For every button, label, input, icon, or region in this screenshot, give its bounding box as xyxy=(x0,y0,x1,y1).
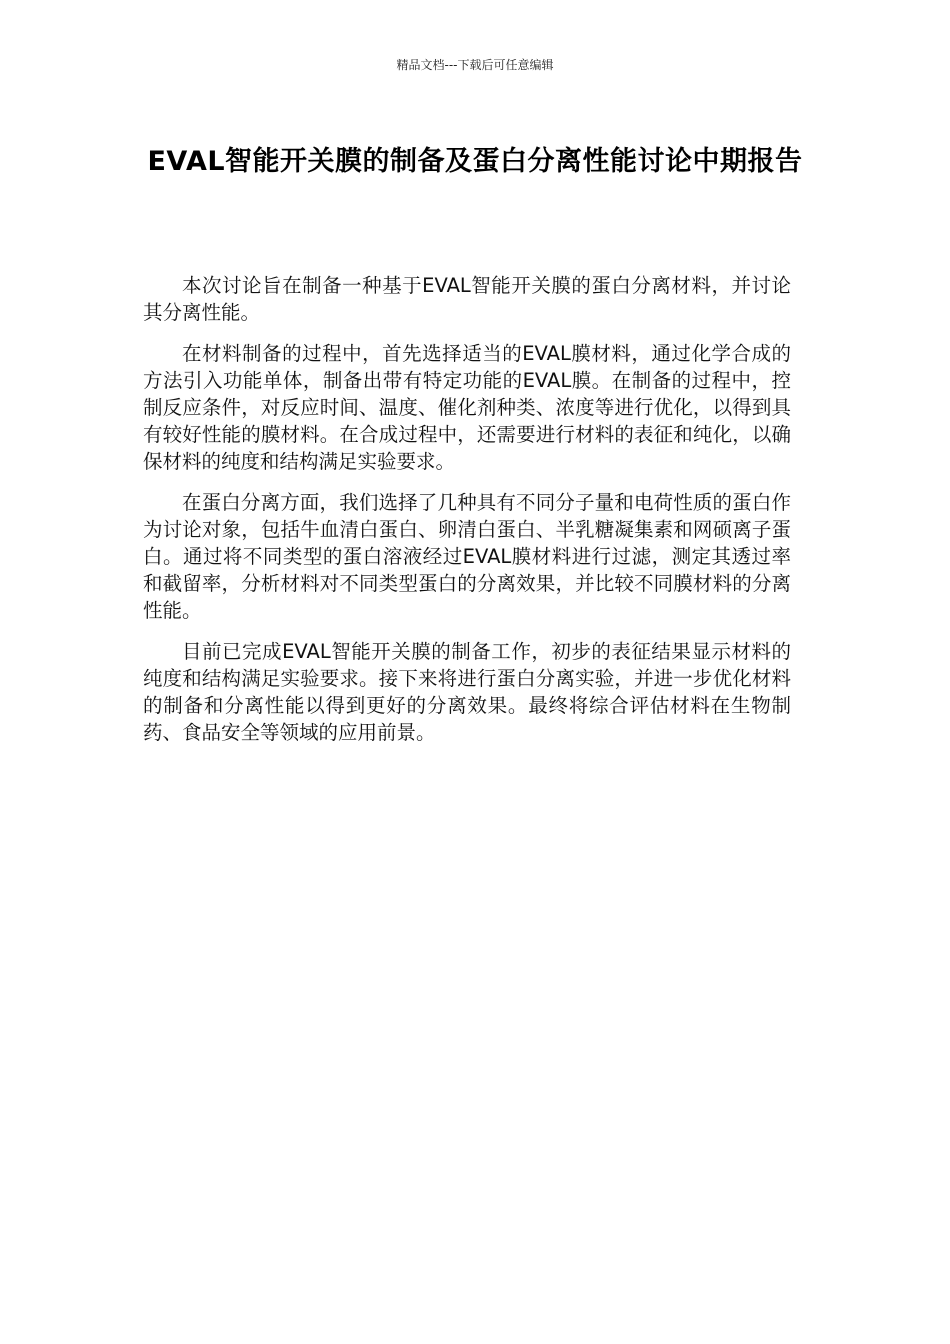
paragraph-progress: 目前已完成EVAL智能开关膜的制备工作，初步的表征结果显示材料的纯度和结构满足实验要求。接下来将进行蛋白分离实验，并进一步优化材料的制备和分离性能以得到更好的分离效果。最终将综合评估材料在生物制药、食品安全等领域的应用前景。 xyxy=(143,640,791,744)
paragraph-intro: 本次讨论旨在制备一种基于EVAL智能开关膜的蛋白分离材料，并讨论其分离性能。 xyxy=(143,274,791,324)
document-title: EVAL智能开关膜的制备及蛋白分离性能讨论中期报告 xyxy=(147,146,803,177)
header-note: 精品文档---下载后可任意编辑 xyxy=(396,58,554,72)
paragraph-preparation: 在材料制备的过程中，首先选择适当的EVAL膜材料，通过化学合成的方法引入功能单体，制备出带有特定功能的EVAL膜。在制备的过程中，控制反应条件，对反应时间、温度、催化剂种类、浓度等进行优化，以得到具有较好性能的膜材料。在合成过程中，还需要进行材料的表征和纯化，以确保材料的纯度和结构满足实验要求。 xyxy=(143,342,791,473)
document-body xyxy=(143,272,791,760)
paragraph-protein-separation: 在蛋白分离方面，我们选择了几种具有不同分子量和电荷性质的蛋白作为讨论对象，包括牛血清白蛋白、卵清白蛋白、半乳糖凝集素和网硕离子蛋白。通过将不同类型的蛋白溶液经过EVAL膜材料进行过滤，测定其透过率和截留率，分析材料对不同类型蛋白的分离效果，并比较不同膜材料的分离性能。 xyxy=(143,491,791,622)
